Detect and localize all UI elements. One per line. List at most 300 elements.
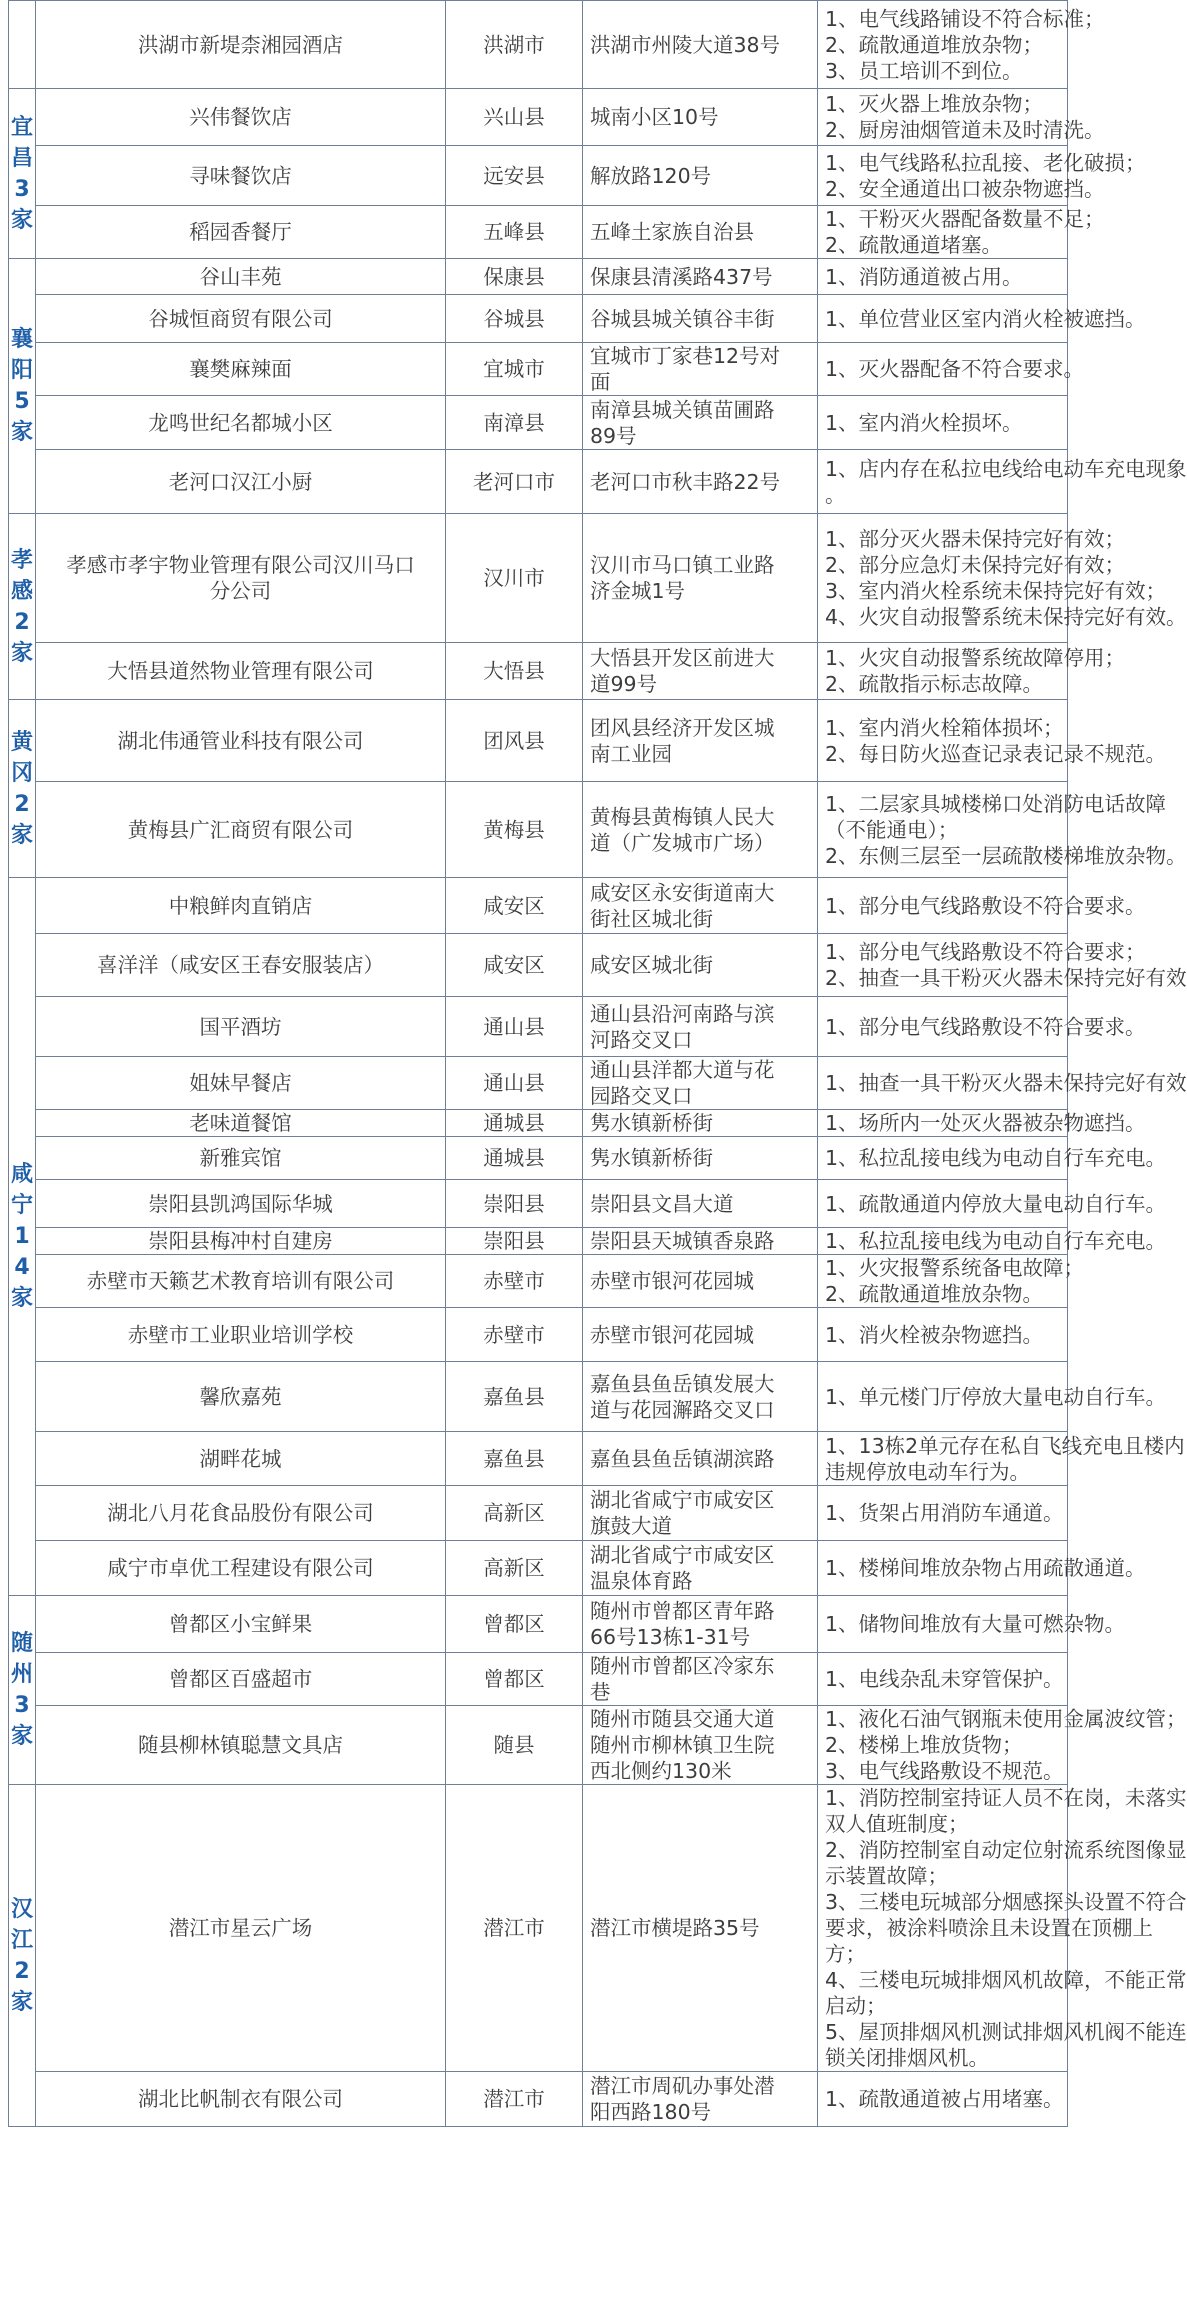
issue-line: 1、单元楼门厅停放大量电动自行车。 (825, 1384, 1167, 1409)
issue-cell (818, 1362, 1167, 1432)
issue-line: 1、货架占用消防车通道。 (825, 1501, 1064, 1525)
address-cell (583, 934, 818, 997)
region-cell (9, 259, 36, 514)
address-line: 66号13栋1-31号 (590, 1625, 751, 1649)
issue-cell (818, 206, 1105, 259)
unit-name-cell: 喜洋洋（咸安区王春安服装店） (36, 934, 446, 997)
county-cell: 谷城县 (446, 295, 583, 343)
region-label-char: 家 (10, 1724, 33, 1749)
issue-line: 5、屋顶排烟风机测试排烟风机阀不能连 (825, 2020, 1187, 2044)
table-row (9, 1137, 1068, 1180)
unit-name-cell: 老味道餐馆 (36, 1110, 446, 1137)
region-cell (9, 1596, 36, 1785)
issue-line: 2、东侧三层至一层疏散楼梯堆放杂物。 (825, 843, 1187, 868)
region-label-char: 1 (14, 1224, 30, 1249)
issue-cell (818, 878, 1146, 934)
issue-line: 4、火灾自动报警系统未保持完好有效。 (825, 605, 1187, 629)
region-label-char: 冈 (10, 760, 33, 786)
address-line: 咸安区城北街 (590, 953, 713, 977)
table-row (9, 1110, 1068, 1137)
table-row (9, 878, 1068, 934)
region-label-char: 3 (14, 1693, 30, 1718)
region-label-char: 3 (14, 176, 30, 202)
address-cell (583, 782, 818, 878)
unit-name-cell: 潜江市星云广场 (36, 1785, 446, 2072)
address-line: 南漳县城关镇苗圃路 (590, 397, 775, 422)
issue-cell (818, 1432, 1185, 1486)
unit-name-cell: 湖北八月花食品股份有限公司 (36, 1486, 446, 1541)
address-cell (583, 1785, 818, 2072)
county-cell: 南漳县 (446, 396, 583, 450)
address-line: 随州市曾都区冷家东 (590, 1654, 775, 1678)
region-label-char: 家 (10, 822, 33, 848)
issue-line: 2、疏散通道堵塞。 (825, 233, 1003, 257)
issue-line: 1、部分电气线路敷设不符合要求。 (825, 893, 1146, 918)
issue-line: 3、三楼电玩城部分烟感探头设置不符合 (825, 1890, 1187, 1914)
issue-line: 1、私拉乱接电线为电动自行车充电。 (825, 1146, 1167, 1170)
issue-line: 2、消防控制室自动定位射流系统图像显 (825, 1838, 1187, 1862)
region-label-char: 襄 (10, 327, 33, 352)
address-cell (583, 514, 818, 643)
region-label-char: 4 (14, 1255, 30, 1280)
unit-name-cell: 湖北伟通管业科技有限公司 (36, 700, 446, 782)
issue-cell (818, 259, 1068, 295)
address-cell (583, 1653, 818, 1706)
unit-name-cell: 湖北比帆制衣有限公司 (36, 2072, 446, 2127)
unit-name-cell: 黄梅县广汇商贸有限公司 (36, 782, 446, 878)
region-label-char: 5 (14, 389, 30, 414)
address-line: 隽水镇新桥街 (590, 1111, 713, 1135)
address-line: 隽水镇新桥街 (590, 1146, 713, 1170)
table-row (9, 295, 1068, 343)
unit-name-cell: 国平酒坊 (36, 997, 446, 1057)
issue-line: 启动； (825, 1994, 887, 2018)
address-line: 嘉鱼县鱼岳镇湖滨路 (590, 1446, 775, 1471)
table-row (9, 1057, 1068, 1110)
address-cell (583, 643, 818, 700)
issue-cell (818, 1110, 1146, 1137)
issue-line: 2、每日防火巡查记录表记录不规范。 (825, 741, 1167, 766)
region-label-char: 孝 (10, 547, 33, 573)
issue-cell (818, 450, 1187, 514)
unit-name-cell: 馨欣嘉苑 (36, 1362, 446, 1432)
unit-name-cell: 大悟县道然物业管理有限公司 (36, 643, 446, 700)
table-row (9, 146, 1068, 206)
region-label-char: 宜 (10, 114, 33, 140)
issue-line: 1、干粉灭火器配备数量不足； (825, 207, 1105, 231)
issue-line: 1、单位营业区室内消火栓被遮挡。 (825, 306, 1146, 331)
unit-name-cell: 湖畔花城 (36, 1432, 446, 1486)
region-label-char: 家 (10, 420, 33, 445)
issue-cell (818, 1308, 1068, 1362)
address-line: 谷城县城关镇谷丰街 (590, 306, 775, 331)
address-cell (583, 997, 818, 1057)
unit-name-cell: 崇阳县凯鸿国际华城 (36, 1180, 446, 1228)
address-line: 面 (590, 370, 611, 394)
issue-cell (818, 934, 1187, 997)
issue-line: 1、储物间堆放有大量可燃杂物。 (825, 1612, 1126, 1636)
region-label-char: 家 (10, 640, 33, 666)
issue-line: 1、部分电气线路敷设不符合要求； (825, 940, 1146, 964)
table-row (9, 259, 1068, 295)
county-cell: 大悟县 (446, 643, 583, 700)
issue-cell (818, 1486, 1068, 1541)
issue-line: 双人值班制度； (825, 1812, 969, 1836)
issue-line: 3、员工培训不到位。 (825, 58, 1023, 83)
unit-name-cell: 老河口汉江小厨 (36, 450, 446, 514)
address-cell (583, 1308, 818, 1362)
issue-cell (818, 343, 1085, 396)
region-label-char: 2 (14, 791, 30, 817)
address-line: 济金城1号 (590, 579, 686, 603)
address-line: 咸安区永安街道南大 (590, 880, 775, 905)
address-line: 赤壁市银河花园城 (590, 1322, 754, 1347)
issue-line: 1、消防通道被占用。 (825, 264, 1023, 289)
issue-cell (818, 146, 1146, 206)
issue-line: 1、场所内一处灭火器被杂物遮挡。 (825, 1111, 1146, 1135)
issue-line: 1、楼梯间堆放杂物占用疏散通道。 (825, 1556, 1146, 1580)
county-cell: 黄梅县 (446, 782, 583, 878)
issue-line: 方； (825, 1942, 866, 1966)
address-cell (583, 450, 818, 514)
address-line: 汉川市马口镇工业路 (590, 553, 775, 577)
county-cell: 宜城市 (446, 343, 583, 396)
address-line: 崇阳县文昌大道 (590, 1191, 734, 1216)
issue-line: 2、安全通道出口被杂物遮挡。 (825, 176, 1105, 201)
county-cell: 咸安区 (446, 934, 583, 997)
address-line: 潜江市横堤路35号 (590, 1916, 760, 1940)
county-cell: 潜江市 (446, 2072, 583, 2127)
region-label-char: 黄 (10, 729, 33, 755)
region-label-char: 江 (10, 1927, 33, 1953)
issue-line: 3、电气线路敷设不规范。 (825, 1759, 1064, 1783)
region-label-char: 昌 (10, 145, 33, 171)
region-label-char: 感 (10, 578, 33, 604)
issue-cell (818, 1596, 1126, 1653)
region-label-char: 家 (10, 1286, 33, 1311)
address-cell (583, 206, 818, 259)
unit-name-cell: 新雅宾馆 (36, 1137, 446, 1180)
address-line: 南工业园 (590, 741, 672, 766)
region-label-char: 阳 (10, 358, 33, 383)
address-line: 大悟县开发区前进大 (590, 646, 775, 670)
unit-name-cell: 赤壁市工业职业培训学校 (36, 1308, 446, 1362)
address-line: 道99号 (590, 672, 658, 696)
address-line: 宜城市丁家巷12号对 (590, 344, 781, 368)
issue-line: 1、灭火器上堆放杂物； (825, 92, 1044, 116)
county-cell: 通山县 (446, 997, 583, 1057)
unit-name-cell: 稻园香餐厅 (36, 206, 446, 259)
region-label-char: 汉 (10, 1896, 33, 1922)
issue-line: 1、消防控制室持证人员不在岗，未落实 (825, 1786, 1187, 1810)
issue-cell (818, 643, 1126, 700)
issue-cell (818, 1653, 1068, 1706)
issue-cell (818, 295, 1146, 343)
address-cell (583, 1541, 818, 1596)
address-line: 潜江市周矶办事处潜 (590, 2074, 775, 2098)
issue-line: 1、消火栓被杂物遮挡。 (825, 1322, 1044, 1347)
table-row (9, 1706, 1068, 1785)
issue-cell (818, 1137, 1167, 1180)
address-cell (583, 1255, 818, 1308)
county-cell: 通城县 (446, 1110, 583, 1137)
table-row (9, 782, 1068, 878)
region-label-char: 家 (10, 207, 33, 233)
issue-line: 1、火灾报警系统备电故障； (825, 1256, 1085, 1280)
address-line: 黄梅县黄梅镇人民大 (590, 804, 775, 829)
issue-cell (818, 514, 1187, 643)
address-cell (583, 1486, 818, 1541)
address-cell (583, 700, 818, 782)
address-line: 随州市柳林镇卫生院 (590, 1733, 775, 1757)
table-row (9, 1653, 1068, 1706)
address-cell (583, 1137, 818, 1180)
address-line: 保康县清溪路437号 (590, 264, 773, 289)
issue-cell (818, 1706, 1187, 1785)
address-line: 温泉体育路 (590, 1569, 693, 1593)
issue-line: 2、厨房油烟管道未及时清洗。 (825, 118, 1105, 142)
issue-cell (818, 1785, 1187, 2072)
table-row (9, 1362, 1068, 1432)
issue-cell (818, 1, 1105, 89)
issue-line: 示装置故障； (825, 1864, 948, 1888)
issue-line: 1、灭火器配备不符合要求。 (825, 357, 1085, 381)
table-row (9, 1785, 1068, 2072)
issue-line: 要求，被涂料喷涂且未设置在顶棚上 (825, 1916, 1153, 1940)
unit-name-cell: 姐妹早餐店 (36, 1057, 446, 1110)
address-line: 通山县洋都大道与花 (590, 1058, 775, 1082)
address-line: 湖北省咸宁市咸安区 (590, 1488, 775, 1512)
issue-line: 2、抽查一具干粉灭火器未保持完好有效 (825, 966, 1187, 990)
address-cell (583, 1, 818, 89)
table-row (9, 997, 1068, 1057)
inspection-table (8, 0, 1187, 2127)
address-cell (583, 89, 818, 146)
table-row (9, 2072, 1068, 2127)
address-line: 赤壁市银河花园城 (590, 1269, 754, 1293)
table-row (9, 1180, 1068, 1228)
unit-name-cell: 随县柳林镇聪慧文具店 (36, 1706, 446, 1785)
table-row (9, 1228, 1068, 1255)
county-cell: 崇阳县 (446, 1228, 583, 1255)
issue-line: 违规停放电动车行为。 (825, 1459, 1030, 1484)
address-cell (583, 1706, 818, 1785)
table-row (9, 206, 1068, 259)
address-line: 团风县经济开发区城 (590, 715, 775, 740)
table-row (9, 1596, 1068, 1653)
region-label-char: 咸 (10, 1162, 33, 1187)
issue-line: 4、三楼电玩城排烟风机故障，不能正常 (825, 1968, 1187, 1992)
address-line: 街社区城北街 (590, 906, 713, 931)
county-cell: 高新区 (446, 1541, 583, 1596)
issue-line: 1、部分电气线路敷设不符合要求。 (825, 1014, 1146, 1039)
county-cell: 赤壁市 (446, 1308, 583, 1362)
issue-line: 1、电线杂乱未穿管保护。 (825, 1667, 1064, 1691)
region-cell (9, 1785, 36, 2127)
issue-cell (818, 2072, 1068, 2127)
county-cell: 嘉鱼县 (446, 1362, 583, 1432)
address-cell (583, 396, 818, 450)
address-line: 河路交叉口 (590, 1027, 693, 1052)
county-cell: 保康县 (446, 259, 583, 295)
county-cell: 随县 (446, 1706, 583, 1785)
table-row (9, 396, 1068, 450)
county-cell: 洪湖市 (446, 1, 583, 89)
address-cell (583, 259, 818, 295)
unit-name-cell: 谷山丰苑 (36, 259, 446, 295)
county-cell: 远安县 (446, 146, 583, 206)
address-line: 五峰土家族自治县 (590, 220, 754, 244)
county-cell: 咸安区 (446, 878, 583, 934)
issue-line: 2、疏散通道堆放杂物； (825, 32, 1044, 57)
county-cell: 崇阳县 (446, 1180, 583, 1228)
table-row (9, 450, 1068, 514)
issue-cell (818, 1057, 1187, 1110)
issue-line: 1、二层家具城楼梯口处消防电话故障 (825, 791, 1167, 816)
issue-line: 1、疏散通道被占用堵塞。 (825, 2087, 1064, 2111)
address-cell (583, 1432, 818, 1486)
unit-name-cell: 龙鸣世纪名都城小区 (36, 396, 446, 450)
issue-cell (818, 396, 1068, 450)
table-row (9, 514, 1068, 643)
address-cell (583, 878, 818, 934)
issue-cell (818, 1255, 1085, 1308)
issue-line: 3、室内消火栓系统未保持完好有效； (825, 579, 1167, 603)
table-row (9, 1541, 1068, 1596)
address-cell (583, 343, 818, 396)
county-cell: 五峰县 (446, 206, 583, 259)
county-cell: 汉川市 (446, 514, 583, 643)
issue-cell (818, 89, 1105, 146)
address-line: 旗鼓大道 (590, 1514, 672, 1538)
region-label-char: 宁 (10, 1193, 33, 1218)
unit-name-cell: 谷城恒商贸有限公司 (36, 295, 446, 343)
unit-name-cell: 赤壁市天籁艺术教育培训有限公司 (36, 1255, 446, 1308)
region-cell (9, 89, 36, 259)
unit-name-cell: 中粮鲜肉直销店 (36, 878, 446, 934)
county-cell: 赤壁市 (446, 1255, 583, 1308)
issue-line: 1、抽查一具干粉灭火器未保持完好有效 (825, 1071, 1187, 1095)
address-line: 道与花园澥路交叉口 (590, 1397, 775, 1422)
unit-name-cell: 洪湖市新堤柰湘园酒店 (36, 1, 446, 89)
unit-name-cell: 孝感市孝宇物业管理有限公司汉川马口分公司 (36, 514, 446, 643)
region-label-char: 2 (14, 1958, 30, 1984)
issue-line: 1、疏散通道内停放大量电动自行车。 (825, 1191, 1167, 1216)
issue-line: 1、室内消火栓损坏。 (825, 410, 1023, 435)
address-cell (583, 2072, 818, 2127)
unit-name-cell: 崇阳县梅冲村自建房 (36, 1228, 446, 1255)
issue-cell (818, 1541, 1146, 1596)
county-cell: 团风县 (446, 700, 583, 782)
issue-line: 2、楼梯上堆放货物； (825, 1733, 1023, 1757)
address-line: 湖北省咸宁市咸安区 (590, 1543, 775, 1567)
issue-line: 1、电气线路私拉乱接、老化破损； (825, 150, 1146, 175)
address-cell (583, 295, 818, 343)
address-line: 解放路120号 (590, 163, 712, 188)
table-row (9, 343, 1068, 396)
issue-line: 1、店内存在私拉电线给电动车充电现象 (825, 456, 1187, 481)
table-row (9, 1486, 1068, 1541)
table-body (9, 1, 1187, 2127)
unit-name-cell: 兴伟餐饮店 (36, 89, 446, 146)
table-row (9, 89, 1068, 146)
issue-line: 1、液化石油气钢瓶未使用金属波纹管； (825, 1707, 1187, 1731)
table-row (9, 1308, 1068, 1362)
region-label-char: 随 (10, 1631, 33, 1656)
address-line: 巷 (590, 1680, 611, 1704)
unit-name-cell: 曾都区百盛超市 (36, 1653, 446, 1706)
address-line: 洪湖市州陵大道38号 (590, 32, 781, 57)
county-cell: 通城县 (446, 1137, 583, 1180)
issue-cell (818, 700, 1167, 782)
issue-line: （不能通电）； (825, 817, 959, 842)
issue-cell (818, 1180, 1167, 1228)
address-line: 随州市曾都区青年路 (590, 1599, 775, 1623)
address-line: 嘉鱼县鱼岳镇发展大 (590, 1371, 775, 1396)
county-cell: 老河口市 (446, 450, 583, 514)
region-cell (9, 1, 36, 89)
region-cell (9, 878, 36, 1596)
address-cell (583, 1228, 818, 1255)
region-cell (9, 514, 36, 700)
table-row (9, 934, 1068, 997)
county-cell: 嘉鱼县 (446, 1432, 583, 1486)
address-cell (583, 1057, 818, 1110)
unit-name-cell: 襄樊麻辣面 (36, 343, 446, 396)
issue-line: 1、13栋2单元存在私自飞线充电且楼内 (825, 1433, 1185, 1458)
address-cell (583, 1110, 818, 1137)
issue-cell (818, 782, 1187, 878)
county-cell: 通山县 (446, 1057, 583, 1110)
issue-cell (818, 1228, 1167, 1255)
address-line: 园路交叉口 (590, 1084, 693, 1108)
issue-cell (818, 997, 1146, 1057)
address-line: 道（广发城市广场） (590, 830, 775, 855)
address-cell (583, 1596, 818, 1653)
county-cell: 曾都区 (446, 1596, 583, 1653)
county-cell: 高新区 (446, 1486, 583, 1541)
issue-line: 1、火灾自动报警系统故障停用； (825, 646, 1126, 670)
unit-name-cell: 咸宁市卓优工程建设有限公司 (36, 1541, 446, 1596)
unit-name-cell: 曾都区小宝鲜果 (36, 1596, 446, 1653)
address-line: 西北侧约130米 (590, 1759, 732, 1783)
region-label-char: 2 (14, 609, 30, 635)
region-cell (9, 700, 36, 878)
address-cell (583, 146, 818, 206)
unit-name-cell: 寻味餐饮店 (36, 146, 446, 206)
issue-line: 1、电气线路铺设不符合标准； (825, 6, 1105, 31)
address-cell (583, 1180, 818, 1228)
county-cell: 兴山县 (446, 89, 583, 146)
issue-line: 。 (825, 482, 846, 507)
region-label-char: 家 (10, 1989, 33, 2015)
address-line: 城南小区10号 (590, 105, 719, 129)
issue-line: 2、部分应急灯未保持完好有效； (825, 553, 1126, 577)
table-row (9, 1, 1068, 89)
address-line: 随州市随县交通大道 (590, 1707, 775, 1731)
county-cell: 曾都区 (446, 1653, 583, 1706)
address-line: 通山县沿河南路与滨 (590, 1001, 775, 1026)
county-cell: 潜江市 (446, 1785, 583, 2072)
table-row (9, 643, 1068, 700)
address-line: 老河口市秋丰路22号 (590, 469, 781, 494)
table-row (9, 1255, 1068, 1308)
address-line: 崇阳县天城镇香泉路 (590, 1229, 775, 1253)
issue-line: 1、室内消火栓箱体损坏； (825, 715, 1064, 740)
issue-line: 2、疏散通道堆放杂物。 (825, 1282, 1044, 1306)
issue-line: 锁关闭排烟风机。 (825, 2046, 989, 2070)
table-row (9, 1432, 1068, 1486)
